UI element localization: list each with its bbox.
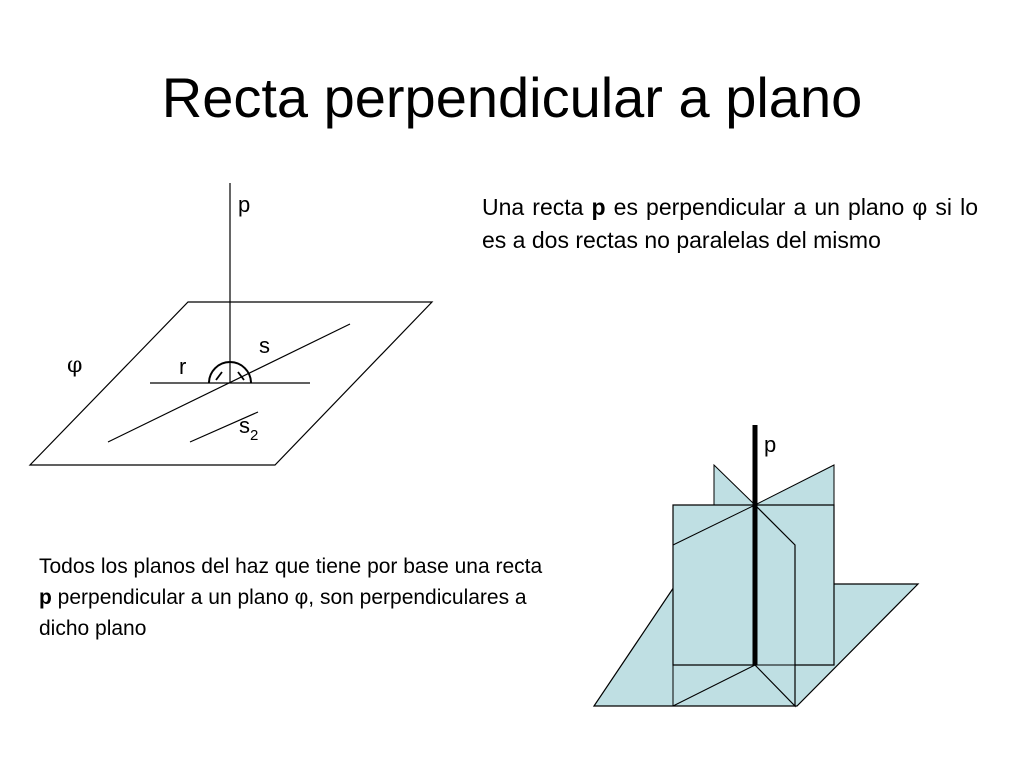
definition-text: Una recta p es perpendicular a un plano φ si lo es a dos rectas no paralelas del mismo [482, 194, 978, 253]
pencil-note-bold-p: p [39, 586, 52, 609]
pencil-note-phi: φ [294, 586, 309, 609]
label-p-right: p [764, 432, 777, 457]
label-s2-subscript: 2 [250, 427, 259, 444]
label-phi-plane: φ [67, 353, 83, 378]
label-p-left: p [238, 192, 251, 217]
definition-bold-p: p [591, 194, 606, 220]
pencil-note-text: Todos los planos del haz que tiene por base una recta p perpendicular a un plano φ, son perpendiculares a dicho plano [39, 555, 543, 640]
label-s2: $s_2$ [239, 413, 259, 444]
definition-phi: φ [912, 194, 928, 220]
label-r: r [179, 354, 187, 379]
slide-title: Recta perpendicular a plano [161, 66, 863, 129]
label-s: s [259, 333, 270, 358]
